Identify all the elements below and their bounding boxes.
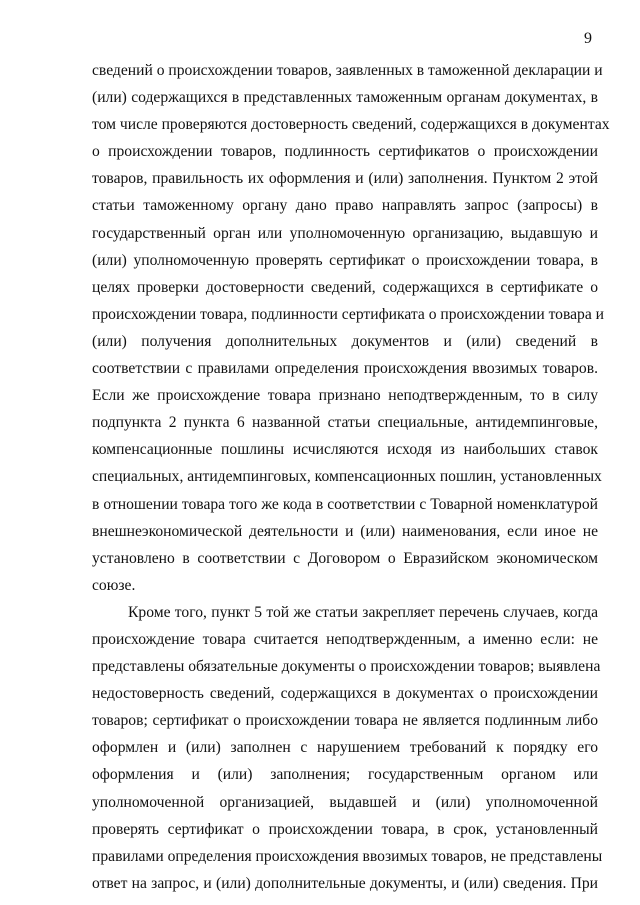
text-line: представлены обязательные документы о происхождении товаров; выявлена [92, 658, 601, 676]
text-line: соответствии с правилами определения происхождения ввозимых товаров. [92, 360, 598, 378]
text-line: (или) уполномоченную проверять сертификат о происхождении товара, в [92, 251, 598, 269]
text-line: Кроме того, пункт 5 той же статьи закрепляет перечень случаев, когда [128, 603, 598, 621]
text-line: о происхождении товаров, подлинность сертификатов о происхождении [92, 143, 598, 161]
text-line: оформлен и (или) заполнен с нарушением требований к порядку его [92, 739, 598, 757]
paragraph-2 [92, 599, 603, 897]
text-line: компенсационные пошлины исчисляются исходя из наибольших ставок [92, 441, 598, 459]
page-number: 9 [584, 30, 592, 47]
text-line: происхождение товара считается неподтвержденным, а именно если: не [92, 630, 598, 648]
text-line: Если же происхождение товара признано неподтвержденным, то в силу [92, 387, 598, 405]
text-line: (или) содержащихся в представленных таможенным органам документах, в [92, 89, 598, 107]
text-line: статьи таможенному органу дано право направлять запрос (запросы) в [92, 197, 598, 215]
text-line: государственный орган или уполномоченную организацию, выдавшую и [92, 224, 598, 242]
text-line: уполномоченной организацией, выдавшей и (или) уполномоченной [92, 793, 598, 811]
text-line: том числе проверяются достоверность сведений, содержащихся в документах [92, 116, 610, 134]
text-line: товаров; сертификат о происхождении товара не является подлинным либо [92, 712, 598, 730]
text-line: внешнеэкономической деятельности и (или) наименования, если иное не [92, 522, 598, 540]
text-line: установлено в соответствии с Договором о Евразийском экономическом [92, 549, 598, 567]
text-line: недостоверность сведений, содержащихся в документах о происхождении [92, 685, 598, 703]
text-line: оформления и (или) заполнения; государственным органом или [92, 766, 598, 784]
text-line: проверять сертификат о происхождении товара, в срок, установленный [92, 820, 598, 838]
text-line: (или) получения дополнительных документов и (или) сведений в [92, 332, 598, 350]
text-line: специальных, антидемпинговых, компенсационных пошлин, установленных [92, 468, 602, 486]
text-line: ответ на запрос, и (или) дополнительные документы, и (или) сведения. При [92, 874, 598, 892]
text-line: в отношении товара того же кода в соответствии с Товарной номенклатурой [92, 495, 598, 513]
text-line: целях проверки достоверности сведений, содержащихся в сертификате о [92, 278, 598, 296]
text-line: правилами определения происхождения ввозимых товаров, не представлены [92, 847, 603, 865]
text-line: сведений о происхождении товаров, заявленных в таможенной декларации и [92, 62, 603, 79]
paragraph-1 [92, 57, 610, 599]
text-line: товаров, правильность их оформления и (или) заполнения. Пунктом 2 этой [92, 170, 598, 188]
document-body [92, 57, 610, 897]
text-line: происхождении товара, подлинности сертификата о происхождении товара и [92, 305, 605, 323]
text-line: подпункта 2 пункта 6 названной статьи специальные, антидемпинговые, [92, 414, 598, 432]
text-line: союзе. [92, 576, 136, 594]
